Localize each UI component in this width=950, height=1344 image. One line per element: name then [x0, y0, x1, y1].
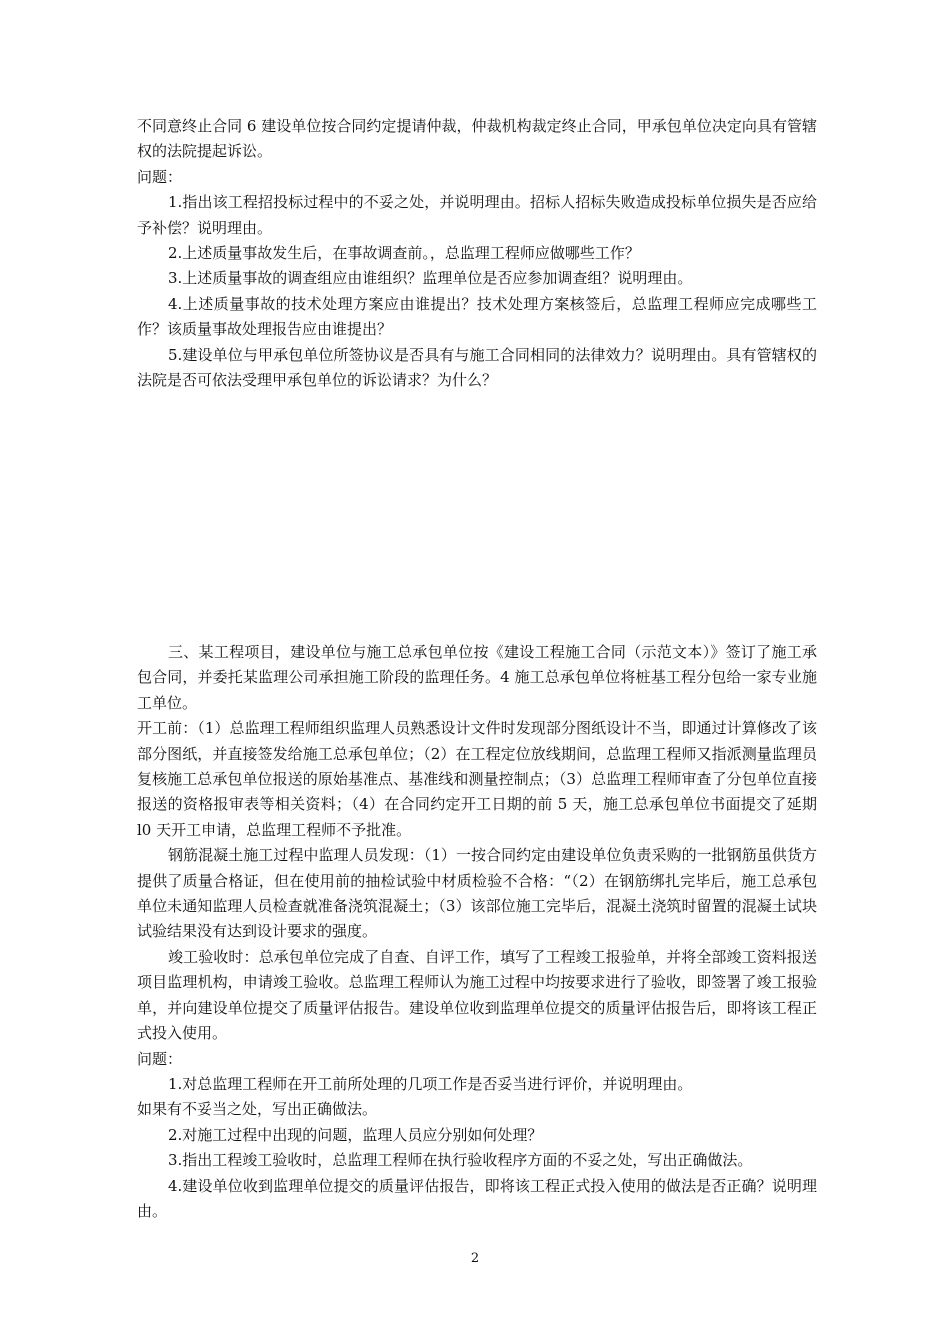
page-number: 2	[470, 1251, 480, 1266]
question-4: 4.上述质量事故的技术处理方案应由谁提出？技术处理方案核签后，总监理工程师应完成哪些工作？该质量事故处理报告应由谁提出？	[137, 294, 817, 339]
question-5: 5.建设单位与甲承包单位所签协议是否具有与施工合同相同的法律效力？说明理由。具有管辖权的法院是否可依法受理甲承包单位的诉讼请求？为什么？	[137, 345, 817, 390]
question-3: 3.上述质量事故的调查组应由谁组织？监理单位是否应参加调查组？说明理由。	[168, 269, 693, 288]
continuation-paragraph: 不同意终止合同 6 建设单位按合同约定提请仲裁，仲裁机构裁定终止合同，甲承包单位决定向具有管辖权的法院提起诉讼。	[137, 117, 817, 161]
questions-label-2: 问题：	[137, 1049, 183, 1068]
section-three-question-3: 3.指出工程竣工验收时，总监理工程师在执行验收程序方面的不妥之处，写出正确做法。	[168, 1151, 753, 1170]
top-section	[137, 114, 817, 393]
section-three-question-2: 2.对施工过程中出现的问题，监理人员应分别如何处理？	[168, 1125, 543, 1144]
completion-paragraph: 竣工验收时：总承包单位完成了自查、自评工作，填写了工程竣工报验单，并将全部竣工资料报送项目监理机构，申请竣工验收。总监理工程师认为施工过程中均按要求进行了验收，即签署了竣工报验单，并向建设单位提交了质量评估报告。建设单位收到监理单位提交的质量评估报告后，即将该工程正式投入使用。	[137, 947, 817, 1043]
section-three-question-1: 1.对总监理工程师在开工前所处理的几项工作是否妥当进行评价，并说明理由。	[168, 1074, 693, 1093]
section-three-intro: 三、某工程项目，建设单位与施工总承包单位按《建设工程施工合同（示范文本）》签订了施工承包合同，并委托某监理公司承担施工阶段的监理任务。4 施工总承包单位将桩基工程分包给一家专业施工单位。	[137, 643, 817, 712]
question-1: 1.指出该工程招投标过程中的不妥之处，并说明理由。招标人招标失败造成投标单位损失是否应给予补偿？说明理由。	[137, 193, 817, 237]
section-three-question-1-continued: 如果有不妥当之处，写出正确做法。	[137, 1100, 378, 1119]
question-2: 2.上述质量事故发生后，在事故调查前。，总监理工程师应做哪些工作？	[168, 244, 640, 263]
before-start-paragraph: 开工前：（1）总监理工程师组织监理人员熟悉设计文件时发现部分图纸设计不当，即通过计算修改了该部分图纸，并直接签发给施工总承包单位；（2）在工程定位放线期间，总监理工程师又指派测量监理员复核施工总承包单位报送的原始基准点、基准线和测量控制点；（3）总监理工程师审查了分包单位直接报送的资格报审表等相关资料；（4）在合同约定开工日期的前 5 天，施工总承包单位书面提交了延期 l0 天开工申请，总监理工程师不予批准。	[137, 719, 817, 839]
section-three	[137, 640, 817, 1224]
questions-label: 问题：	[137, 167, 183, 186]
during-construction-paragraph: 钢筋混凝土施工过程中监理人员发现：（1）一按合同约定由建设单位负责采购的一批钢筋虽供货方提供了质量合格证，但在使用前的抽检试验中材质检验不合格：“（2）在钢筋绑扎完毕后，施工总承包单位未通知监理人员检查就准备浇筑混凝土；（3）该部位施工完毕后，混凝土浇筑时留置的混凝土试块试验结果没有达到设计要求的强度。	[137, 846, 817, 941]
section-three-question-4: 4.建设单位收到监理单位提交的质量评估报告，即将该工程正式投入使用的做法是否正确？说明理由。	[137, 1176, 817, 1220]
